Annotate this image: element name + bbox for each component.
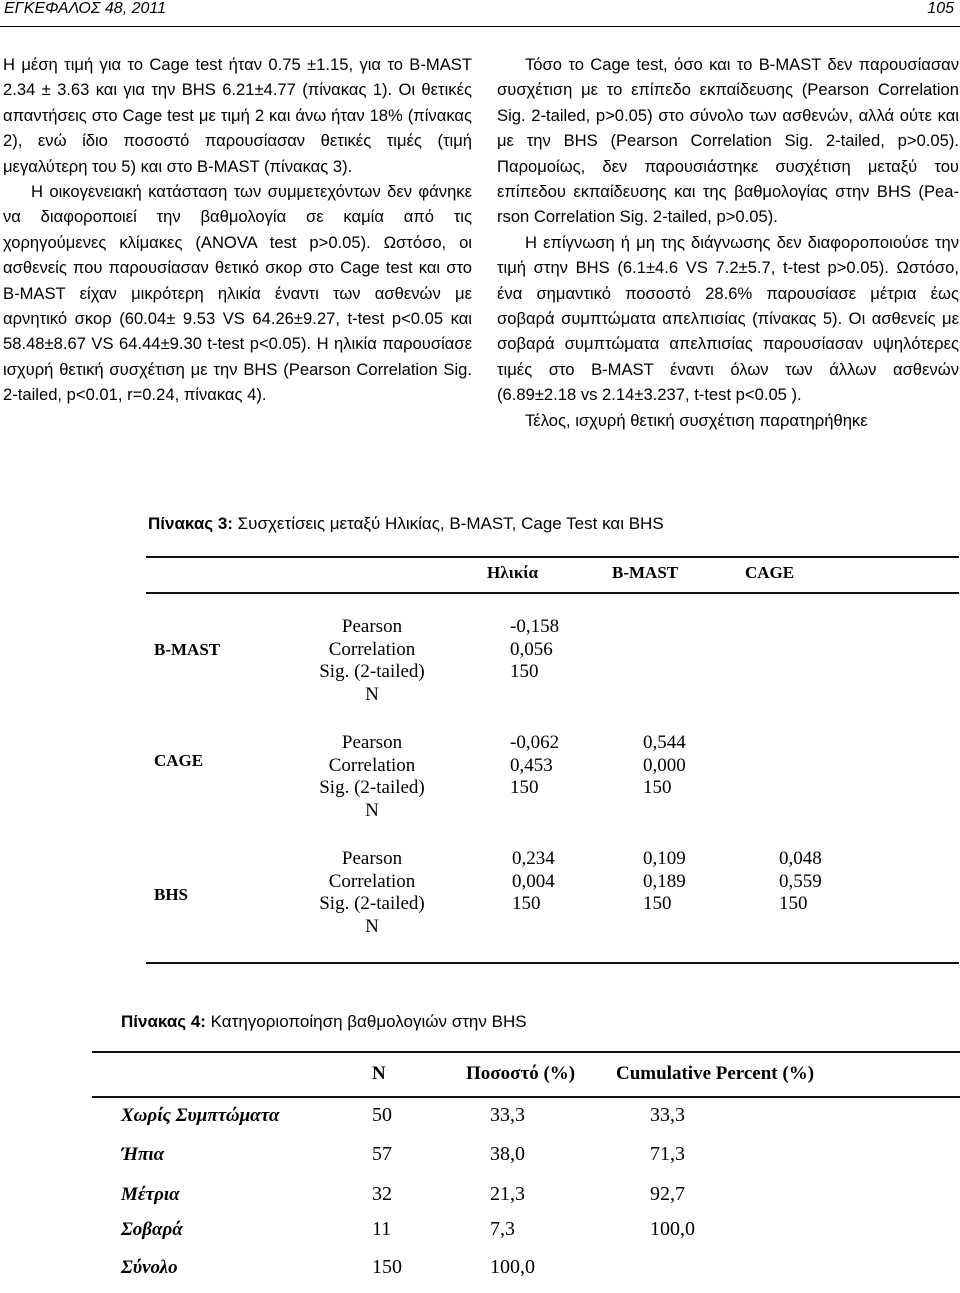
stat-label-pearson: Pearson [341,848,403,869]
cell-value: 0,048 [779,848,822,869]
table3-cell [510,616,559,684]
table4-caption [121,1012,527,1032]
table3-row-label-bmast: B-MAST [154,640,221,659]
table3-top-rule [146,556,959,558]
cell-value: 150 [779,893,808,914]
cell-value: 0,189 [643,870,686,892]
cell-value: 150 [643,777,672,798]
stat-label-n: N [365,915,379,937]
table3-col-header-cage: CAGE [745,563,795,582]
table4-n: 150 [372,1256,402,1278]
stat-label-correlation: Correlation [328,638,416,660]
table3-cell [510,732,559,800]
stat-label-sig: Sig. (2-tailed) [319,893,425,914]
table4-row-label: Σοβαρά [121,1219,183,1240]
stat-label-n: N [365,799,379,821]
table4-n: 57 [372,1143,392,1165]
table3-header-rule [146,592,959,594]
table4-pct: 38,0 [490,1143,525,1165]
stat-label-sig: Sig. (2-tailed) [319,661,425,682]
table4-cum: 92,7 [650,1183,685,1205]
table4-pct: 21,3 [490,1183,525,1205]
table4-caption-label: Πίνακας 4: [121,1012,206,1031]
table4-row-label: Σύνολο [121,1257,178,1278]
table4-pct: 7,3 [490,1218,515,1240]
right-paragraph-3: Τέλος, ισχυρή θετική συσχέτιση παρατηρήθηκε [525,410,868,430]
table3-row-label-cage: CAGE [154,751,204,770]
table3-row-label-bhs: BHS [154,885,189,904]
cell-value: 150 [512,893,541,914]
stat-label-pearson: Pearson [341,616,403,637]
table4-pct: 33,3 [490,1104,525,1126]
table3-cell [643,848,686,916]
cell-value: 0,056 [510,638,553,660]
right-paragraph-2: Η επίγνωση ή μη της διάγνωσης δεν διαφοροποιούσε την τιμή στην BHS (6.1±4.6 VS 7.2±5.7, t-test p>0.05). Ωστόσο, ένα σημαντικό ποσοστό 28.6% παρουσίασε μέτρια έως σοβαρά συμπτώματα απελπισίας (πίνακας 5). Οι ασθενείς με σοβαρά συμπτώματα απελπισίας παρουσίασαν υψηλότερες τιμές στο B-MAST έναντι όλων των άλλων ασθενών (6.89±2.18 vs 2.14±3.237, t-test p<0.05 ). [497,232,959,405]
stat-label-pearson: Pearson [341,732,403,753]
journal-header: ΕΓΚΕΦΑΛΟΣ 48, 2011 [4,0,166,17]
table3-stat-labels [288,616,456,706]
table4-top-rule [92,1051,960,1053]
cell-value: 150 [510,777,539,798]
cell-value: 0,453 [510,754,553,776]
table4-row-label: Χωρίς Συμπτώματα [121,1105,280,1126]
stat-label-correlation: Correlation [328,754,416,776]
table4-pct: 100,0 [490,1256,535,1278]
table4-col-header-percent: Ποσοστό (%) [466,1063,576,1084]
left-paragraph-1: Η μέση τιμή για το Cage test ήταν 0.75 ±1.15, για το B-MAST 2.34 ± 3.63 και για την BHS 6.21±4.77 (πίνακας 1). Οι θετικές απαντήσεις στο Cage test με τιμή 2 και άνω ήταν 18% (πίνακας 2), ενώ ίδιο ποσοστό παρουσίασαν θετικές τιμές (τιμή μεγαλύτερη του 5) και στο B-MAST (πίνακας 3). [3,55,472,176]
table3-caption-text: Συσχετίσεις μεταξύ Ηλικίας, B-MAST, Cage Test και BHS [232,514,664,533]
cell-value: 0,559 [779,870,822,892]
table4-n: 32 [372,1183,392,1205]
page-number: 105 [927,0,954,17]
cell-value: 0,000 [643,754,686,776]
table3-stat-labels [288,848,456,938]
table3-bottom-rule [146,962,959,964]
table4-cum: 100,0 [650,1218,695,1240]
table3-caption-label: Πίνακας 3: [148,514,233,533]
stat-label-correlation: Correlation [328,870,416,892]
table3-cell [779,848,822,916]
table4-col-header-cumulative: Cumulative Percent (%) [616,1063,815,1084]
cell-value: 0,004 [512,870,555,892]
cell-value: 0,544 [643,732,686,753]
table3-cell [643,732,686,800]
table3-col-header-age: Ηλικία [487,563,539,582]
table4-cum: 33,3 [650,1104,685,1126]
cell-value: 150 [643,893,672,914]
table3-cell [512,848,555,916]
cell-value: -0,158 [510,616,560,637]
table4-row-label: Μέτρια [121,1184,180,1205]
stat-label-sig: Sig. (2-tailed) [319,777,425,798]
table3-col-header-bmast: B-MAST [612,563,679,582]
table3-caption [148,514,664,534]
table4-row-label: Ήπια [121,1144,165,1165]
left-text-column [3,52,472,408]
left-paragraph-2: Η οικογενειακή κατάσταση των συμμετεχόντων δεν φάνηκε να διαφοροποιεί την βαθμολογία σε καμία από τις χορηγούμενες κλίμακες (ANOVA test p>0.05). Ωστόσο, οι ασθενείς που παρουσίασαν θετικό σκορ στο Cage test και στο B-MAST είχαν μικρότερη ηλικία έναντι των ασθενών με αρνητικό σκορ (60.04± 9.53 VS 64.26±9.27, t-test p<0.05 και 58.48±8.67 VS 64.44±9.30 t-test p<0.05). Η ηλικία παρουσίασε ισχυρή θετική συσχέτιση με την BHS (Pearson Correlation Sig. 2-tailed, p<0.01, r=0.24, πίνακας 4). [3,182,472,405]
right-text-column [497,52,959,433]
stat-label-n: N [365,683,379,705]
table4-header-rule [92,1096,960,1098]
table4-n: 11 [372,1218,392,1240]
cell-value: 0,109 [643,848,686,869]
right-paragraph-1: Τόσο το Cage test, όσο και το B-MAST δεν παρουσίασαν συσχέτιση με το επίπεδο εκπαίδευσης (Pearson Correlation Sig. 2-tailed, p>0.05) στο σύνολο των ασθενών, αλλά ούτε και με την BHS (Pearson Correlation Sig. 2-tailed, p>0.05). Παρομοίως, δεν παρουσιάστηκε συσχέτιση μεταξύ του επίπεδου εκπαίδευσης και της βαθμολογίας στην BHS (Pearson Correlation Sig. 2-tailed, p>0.05). [497,55,959,227]
table3-stat-labels [288,732,456,822]
cell-value: 150 [510,661,539,682]
table4-col-header-n: N [372,1063,386,1084]
table4-n: 50 [372,1104,392,1126]
header-rule [0,26,960,27]
table4-cum: 71,3 [650,1143,685,1165]
cell-value: 0,234 [512,848,555,869]
cell-value: -0,062 [510,732,560,753]
table4-caption-text: Κατηγοριοποίηση βαθμολογιών στην BHS [205,1012,527,1031]
